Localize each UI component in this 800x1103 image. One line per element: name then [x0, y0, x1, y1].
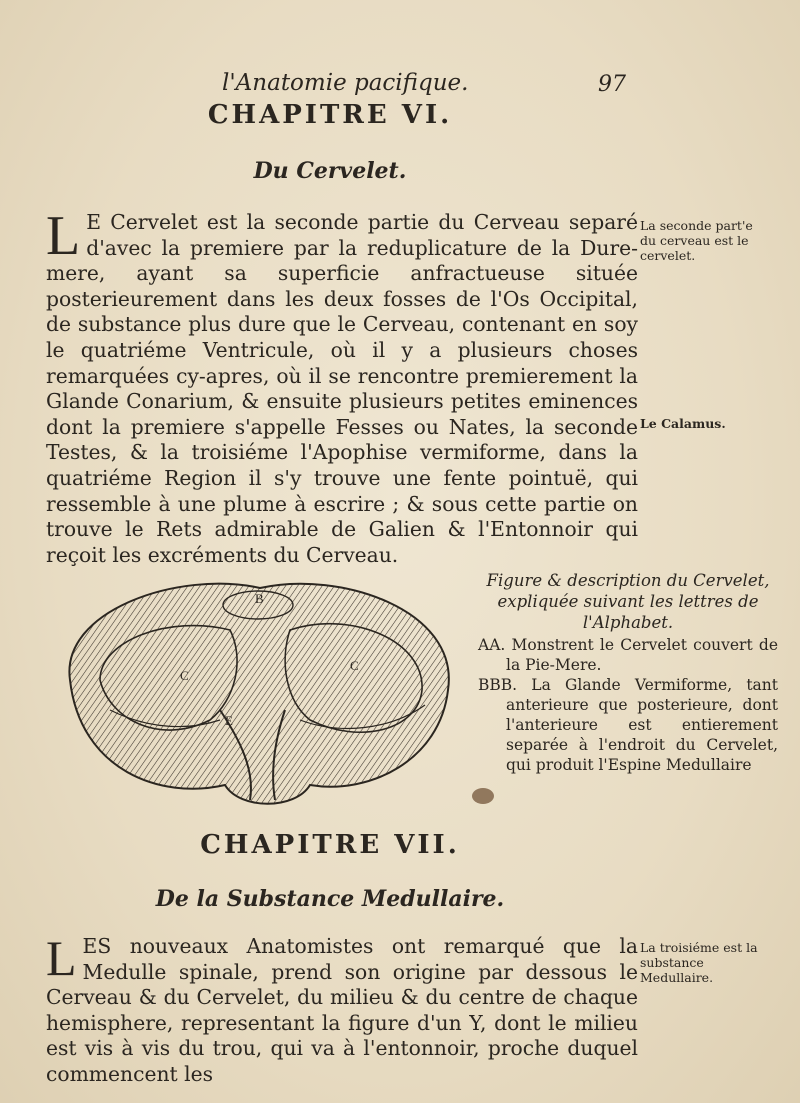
chapter-7-title: CHAPITRE VII.	[200, 830, 460, 860]
figure-label-c-left: C	[180, 668, 189, 683]
chapter-6-paragraph	[46, 205, 638, 568]
margin-note-substance: La troisiéme est la substance Medullaire.	[640, 940, 758, 985]
chapter-7-paragraph	[46, 930, 638, 1088]
figure-label-c-right: C	[350, 658, 359, 673]
chapter-7-drop-cap: L	[46, 930, 77, 986]
figure-label-e: E	[225, 713, 233, 728]
margin-note-calamus: Le Calamus.	[640, 416, 726, 431]
chapter-6-subtitle: Du Cervelet.	[253, 158, 407, 184]
cerebellum-engraving-icon	[40, 570, 480, 820]
figure-caption-item-bbb: BBB. La Glande Vermiforme, tant anterieure que posterieure, dont l'anterieure est entierement separée à l'endroit du Cervelet, qui produit l'Espine Medullaire	[478, 676, 778, 774]
running-head-title: l'Anatomie pacifique.	[222, 70, 469, 96]
figure-caption-item-aa: AA. Monstrent le Cervelet couvert de la Pie-Mere.	[478, 636, 778, 674]
chapter-6-title: CHAPITRE VI.	[207, 100, 453, 130]
chapter-6-text: E Cervelet est la seconde partie du Cerveau separé d'avec la premiere par la reduplicature de la Dure-mere, ayant sa superficie anfractueuse située posterieurement dans les deux fosses de l'Os Occipital, de substance plus dure que le Cerveau, contenant en soy le quatriéme Ventricule, où il y a plusieurs choses remarquées cy-apres, où il se rencontre premierement la Glande Conarium, & ensuite plusieurs petites eminences dont la premiere s'appelle Fesses ou Nates, la seconde Testes, & la troisiéme l'Apophise vermiforme, dans la quatriéme Region il s'y trouve une fente pointuë, qui ressemble à une plume à escrire ; & sous cette partie on trouve le Rets admirable de Galien & l'Entonnoir qui reçoit les excréments du Cerveau.	[46, 210, 638, 567]
figure-caption-title: Figure & description du Cervelet, expliquée suivant les lettres de l'Alphabet.	[486, 571, 770, 632]
cerebellum-illustration	[40, 570, 480, 820]
chapter-6-drop-cap: L	[46, 205, 81, 267]
figure-label-b: B	[255, 591, 264, 606]
ink-stain-icon	[472, 788, 494, 804]
chapter-7-text: ES nouveaux Anatomistes ont remarqué que la Medulle spinale, prend son origine par dessous le Cerveau & du Cervelet, du milieu & du centre de chaque hemisphere, representant la figure d'un Y, dont le milieu est vis à vis du trou, qui va à l'entonnoir, proche duquel commencent les	[46, 934, 638, 1086]
margin-note-cervelet: La seconde part'e du cerveau est le cervelet.	[640, 218, 753, 263]
chapter-7-subtitle: De la Substance Medullaire.	[155, 886, 505, 912]
figure-caption	[478, 570, 778, 775]
page-number: 97	[598, 72, 626, 97]
